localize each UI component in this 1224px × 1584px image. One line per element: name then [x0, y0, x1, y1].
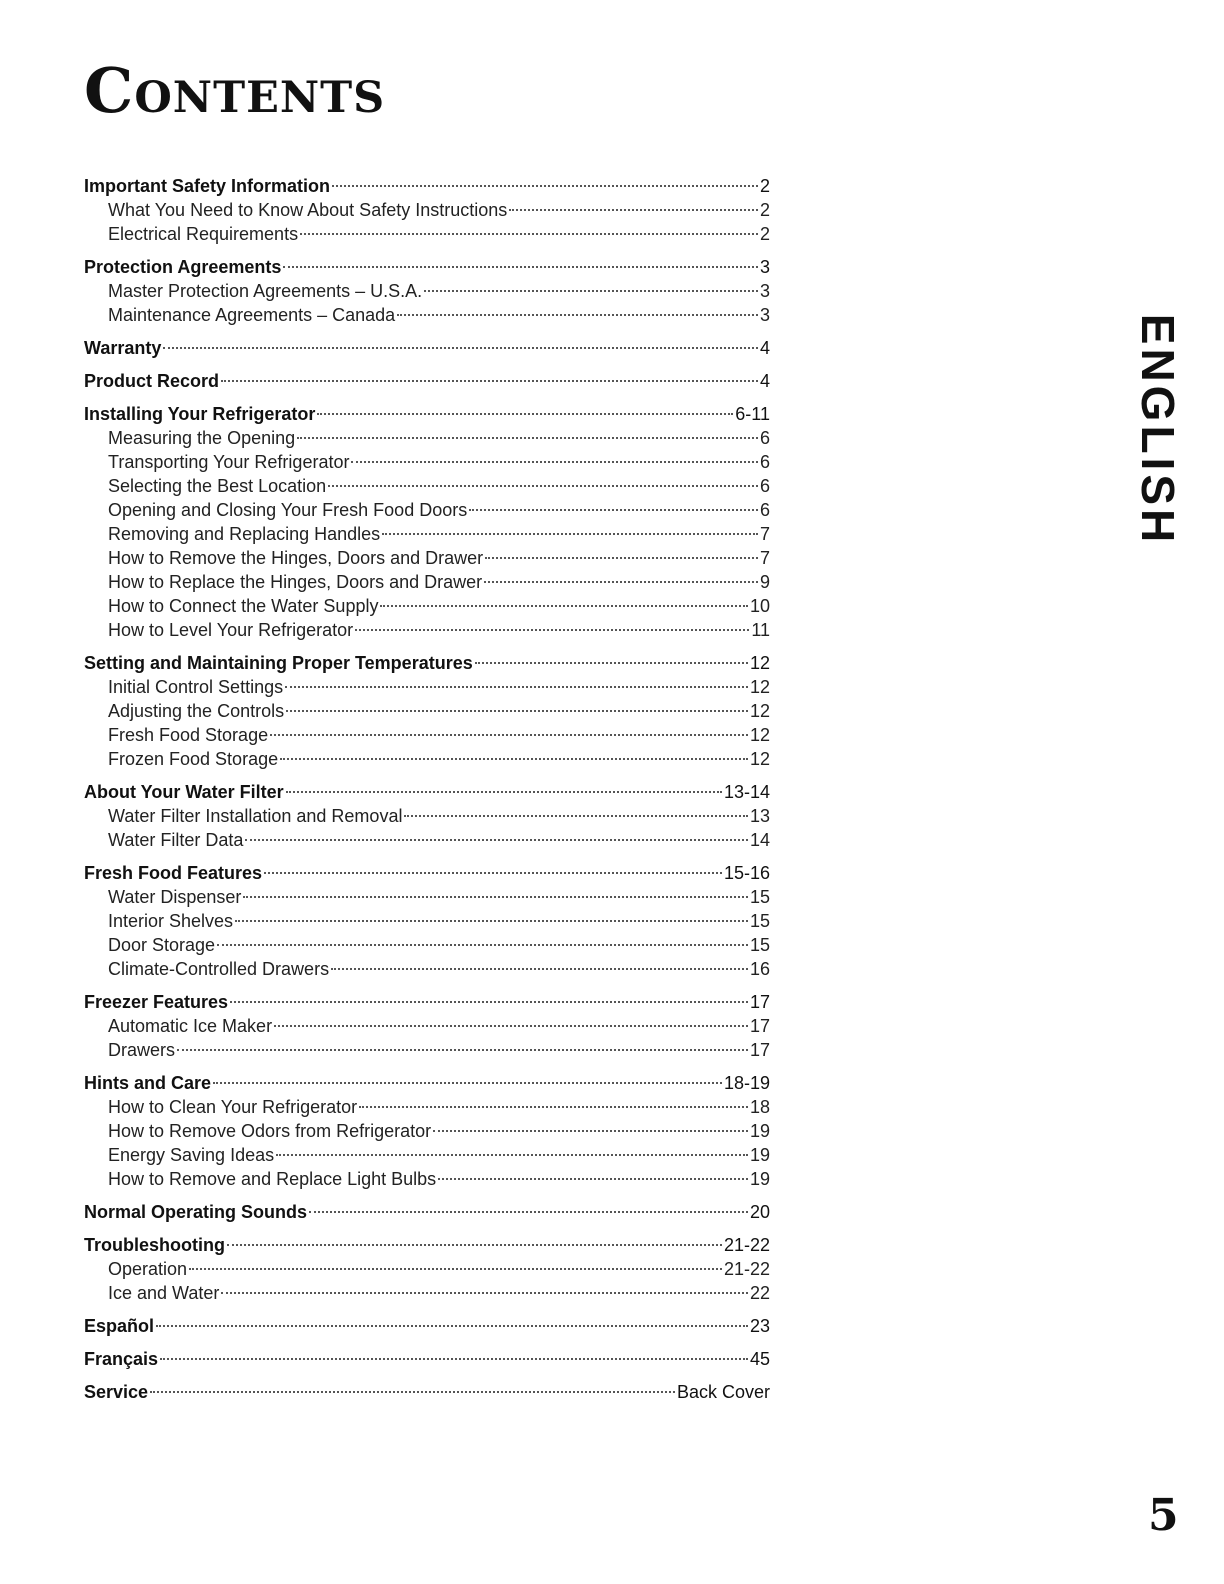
toc-subsection-entry	[84, 450, 770, 474]
toc-entry-label: Français	[84, 1349, 159, 1369]
toc-entry-page: 3	[759, 257, 770, 277]
toc-entry-page: 12	[749, 701, 770, 721]
dot-leader	[484, 581, 758, 583]
toc-subsection-entry	[84, 279, 770, 303]
toc-entry-page: 12	[749, 677, 770, 697]
toc-entry-page: 14	[749, 830, 770, 850]
toc-entry-label: Automatic Ice Maker	[108, 1016, 273, 1036]
toc-entry-page: 23	[749, 1316, 770, 1336]
toc-entry-page: 12	[749, 749, 770, 769]
toc-entry-label: Troubleshooting	[84, 1235, 225, 1255]
toc-entry-page: 15	[749, 911, 770, 931]
toc-entry-page: 3	[759, 281, 770, 301]
toc-entry-label: Protection Agreements	[84, 257, 282, 277]
toc-entry-page: 19	[749, 1169, 770, 1189]
toc-subsection-entry	[84, 1257, 770, 1281]
dot-leader	[235, 920, 748, 922]
toc-entry-page: 6-11	[735, 404, 770, 424]
toc-entry-label: How to Remove the Hinges, Doors and Drawer	[108, 548, 484, 568]
toc-entry-label: Hints and Care	[84, 1073, 212, 1093]
dot-leader	[397, 314, 758, 316]
toc-subsection-entry	[84, 198, 770, 222]
toc-entry-page: 7	[759, 524, 770, 544]
table-of-contents	[84, 174, 770, 1413]
toc-subsection-entry	[84, 699, 770, 723]
toc-section	[84, 1347, 770, 1371]
toc-entry-page: 9	[759, 572, 770, 592]
toc-subsection-entry	[84, 957, 770, 981]
toc-section-entry	[84, 1233, 770, 1257]
toc-entry-label: Transporting Your Refrigerator	[108, 452, 350, 472]
dot-leader	[243, 896, 748, 898]
toc-entry-page: Back Cover	[676, 1382, 770, 1402]
toc-section-entry	[84, 1380, 770, 1404]
toc-section	[84, 402, 770, 642]
toc-entry-page: 6	[759, 500, 770, 520]
toc-entry-page: 15	[749, 935, 770, 955]
toc-entry-page: 6	[759, 452, 770, 472]
toc-entry-label: Door Storage	[108, 935, 216, 955]
toc-subsection-entry	[84, 885, 770, 909]
toc-entry-label: Normal Operating Sounds	[84, 1202, 308, 1222]
toc-section	[84, 1200, 770, 1224]
toc-section	[84, 861, 770, 981]
toc-subsection-entry	[84, 804, 770, 828]
toc-entry-label: Initial Control Settings	[108, 677, 284, 697]
toc-entry-label: Ice and Water	[108, 1283, 220, 1303]
dot-leader	[404, 815, 748, 817]
toc-entry-page: 6	[759, 428, 770, 448]
toc-subsection-entry	[84, 1095, 770, 1119]
toc-entry-page: 13-14	[723, 782, 770, 802]
dot-leader	[485, 557, 758, 559]
toc-entry-page: 15-16	[723, 863, 770, 883]
toc-entry-page: 22	[749, 1283, 770, 1303]
toc-subsection-entry	[84, 618, 770, 642]
toc-entry-page: 7	[759, 548, 770, 568]
toc-entry-page: 10	[749, 596, 770, 616]
dot-leader	[163, 347, 758, 349]
toc-subsection-entry	[84, 1014, 770, 1038]
toc-entry-label: Maintenance Agreements – Canada	[108, 305, 396, 325]
dot-leader	[276, 1154, 748, 1156]
dot-leader	[283, 266, 758, 268]
toc-entry-page: 16	[749, 959, 770, 979]
dot-leader	[424, 290, 758, 292]
dot-leader	[177, 1049, 748, 1051]
dot-leader	[355, 629, 749, 631]
toc-subsection-entry	[84, 1281, 770, 1305]
toc-entry-page: 18-19	[723, 1073, 770, 1093]
toc-entry-label: Fresh Food Features	[84, 863, 263, 883]
dot-leader	[438, 1178, 748, 1180]
toc-entry-label: Operation	[108, 1259, 188, 1279]
toc-entry-label: Electrical Requirements	[108, 224, 299, 244]
dot-leader	[221, 380, 758, 382]
toc-entry-label: Selecting the Best Location	[108, 476, 327, 496]
language-label: ENGLISH	[1132, 313, 1184, 547]
toc-entry-label: How to Connect the Water Supply	[108, 596, 379, 616]
toc-section-entry	[84, 369, 770, 393]
toc-entry-label: Master Protection Agreements – U.S.A.	[108, 281, 423, 301]
toc-section	[84, 336, 770, 360]
toc-entry-page: 2	[759, 176, 770, 196]
toc-entry-label: Installing Your Refrigerator	[84, 404, 316, 424]
dot-leader	[286, 791, 722, 793]
toc-entry-label: Drawers	[108, 1040, 176, 1060]
toc-entry-label: Opening and Closing Your Fresh Food Doors	[108, 500, 468, 520]
dot-leader	[475, 662, 748, 664]
dot-leader	[160, 1358, 748, 1360]
toc-entry-page: 18	[749, 1097, 770, 1117]
toc-entry-label: Water Dispenser	[108, 887, 242, 907]
dot-leader	[331, 968, 748, 970]
dot-leader	[156, 1325, 748, 1327]
dot-leader	[380, 605, 748, 607]
toc-entry-label: Product Record	[84, 371, 220, 391]
dot-leader	[309, 1211, 748, 1213]
toc-entry-label: About Your Water Filter	[84, 782, 284, 802]
toc-section	[84, 780, 770, 852]
toc-subsection-entry	[84, 1119, 770, 1143]
dot-leader	[280, 758, 748, 760]
toc-entry-page: 6	[759, 476, 770, 496]
toc-entry-page: 2	[759, 224, 770, 244]
dot-leader	[285, 686, 748, 688]
dot-leader	[270, 734, 748, 736]
dot-leader	[509, 209, 758, 211]
toc-entry-page: 21-22	[723, 1259, 770, 1279]
dot-leader	[286, 710, 748, 712]
toc-entry-page: 45	[749, 1349, 770, 1369]
dot-leader	[227, 1244, 722, 1246]
toc-subsection-entry	[84, 426, 770, 450]
toc-entry-page: 4	[759, 338, 770, 358]
toc-entry-label: How to Clean Your Refrigerator	[108, 1097, 358, 1117]
toc-entry-page: 17	[749, 1040, 770, 1060]
toc-section-entry	[84, 174, 770, 198]
toc-entry-label: How to Remove Odors from Refrigerator	[108, 1121, 432, 1141]
toc-subsection-entry	[84, 747, 770, 771]
toc-entry-label: How to Level Your Refrigerator	[108, 620, 354, 640]
toc-entry-page: 11	[751, 620, 770, 640]
toc-section	[84, 255, 770, 327]
toc-entry-page: 21-22	[723, 1235, 770, 1255]
toc-entry-page: 20	[749, 1202, 770, 1222]
dot-leader	[221, 1292, 748, 1294]
toc-section	[84, 1233, 770, 1305]
toc-subsection-entry	[84, 546, 770, 570]
toc-entry-label: Setting and Maintaining Proper Temperatures	[84, 653, 473, 673]
dot-leader	[189, 1268, 722, 1270]
toc-entry-page: 17	[749, 1016, 770, 1036]
dot-leader	[433, 1130, 748, 1132]
dot-leader	[317, 413, 733, 415]
toc-entry-page: 17	[749, 992, 770, 1012]
toc-entry-page: 15	[749, 887, 770, 907]
dot-leader	[213, 1082, 722, 1084]
toc-subsection-entry	[84, 303, 770, 327]
toc-entry-label: Frozen Food Storage	[108, 749, 279, 769]
toc-entry-page: 3	[759, 305, 770, 325]
toc-entry-page: 19	[749, 1145, 770, 1165]
toc-section-entry	[84, 1314, 770, 1338]
toc-subsection-entry	[84, 522, 770, 546]
dot-leader	[469, 509, 758, 511]
toc-entry-page: 12	[749, 653, 770, 673]
page-number: 5	[1148, 1490, 1179, 1541]
toc-entry-label: Water Filter Data	[108, 830, 244, 850]
toc-entry-page: 13	[749, 806, 770, 826]
toc-section-entry	[84, 255, 770, 279]
toc-section	[84, 990, 770, 1062]
toc-subsection-entry	[84, 828, 770, 852]
toc-entry-label: How to Remove and Replace Light Bulbs	[108, 1169, 437, 1189]
toc-entry-page: 4	[759, 371, 770, 391]
toc-section	[84, 369, 770, 393]
toc-subsection-entry	[84, 222, 770, 246]
toc-entry-label: Service	[84, 1382, 149, 1402]
toc-entry-label: Adjusting the Controls	[108, 701, 285, 721]
toc-entry-label: Important Safety Information	[84, 176, 331, 196]
dot-leader	[230, 1001, 748, 1003]
language-side-tab	[1128, 313, 1188, 547]
toc-entry-label: How to Replace the Hinges, Doors and Drawer	[108, 572, 483, 592]
toc-subsection-entry	[84, 1167, 770, 1191]
toc-subsection-entry	[84, 909, 770, 933]
toc-section-entry	[84, 780, 770, 804]
dot-leader	[351, 461, 758, 463]
toc-subsection-entry	[84, 1143, 770, 1167]
toc-section-entry	[84, 861, 770, 885]
toc-entry-label: Interior Shelves	[108, 911, 234, 931]
toc-subsection-entry	[84, 675, 770, 699]
dot-leader	[274, 1025, 748, 1027]
dot-leader	[332, 185, 758, 187]
toc-entry-page: 2	[759, 200, 770, 220]
toc-entry-label: Fresh Food Storage	[108, 725, 269, 745]
toc-section-entry	[84, 651, 770, 675]
toc-entry-label: What You Need to Know About Safety Instructions	[108, 200, 508, 220]
toc-entry-label: Warranty	[84, 338, 162, 358]
toc-entry-label: Español	[84, 1316, 155, 1336]
dot-leader	[359, 1106, 748, 1108]
toc-entry-label: Energy Saving Ideas	[108, 1145, 275, 1165]
toc-section	[84, 1071, 770, 1191]
toc-subsection-entry	[84, 723, 770, 747]
toc-entry-page: 12	[749, 725, 770, 745]
toc-section	[84, 1314, 770, 1338]
toc-section-entry	[84, 402, 770, 426]
toc-subsection-entry	[84, 474, 770, 498]
dot-leader	[300, 233, 758, 235]
dot-leader	[328, 485, 758, 487]
page-title: Contents	[84, 54, 386, 127]
toc-subsection-entry	[84, 498, 770, 522]
toc-section-entry	[84, 1071, 770, 1095]
toc-section-entry	[84, 990, 770, 1014]
dot-leader	[150, 1391, 675, 1393]
toc-entry-page: 19	[749, 1121, 770, 1141]
dot-leader	[245, 839, 748, 841]
toc-section	[84, 174, 770, 246]
toc-subsection-entry	[84, 594, 770, 618]
toc-entry-label: Climate-Controlled Drawers	[108, 959, 330, 979]
dot-leader	[297, 437, 758, 439]
dot-leader	[382, 533, 758, 535]
toc-section-entry	[84, 1200, 770, 1224]
toc-section	[84, 1380, 770, 1404]
toc-subsection-entry	[84, 570, 770, 594]
toc-section	[84, 651, 770, 771]
toc-section-entry	[84, 1347, 770, 1371]
toc-entry-label: Measuring the Opening	[108, 428, 296, 448]
toc-section-entry	[84, 336, 770, 360]
toc-entry-label: Freezer Features	[84, 992, 229, 1012]
toc-subsection-entry	[84, 933, 770, 957]
dot-leader	[217, 944, 748, 946]
toc-subsection-entry	[84, 1038, 770, 1062]
toc-entry-label: Water Filter Installation and Removal	[108, 806, 403, 826]
dot-leader	[264, 872, 722, 874]
toc-entry-label: Removing and Replacing Handles	[108, 524, 381, 544]
